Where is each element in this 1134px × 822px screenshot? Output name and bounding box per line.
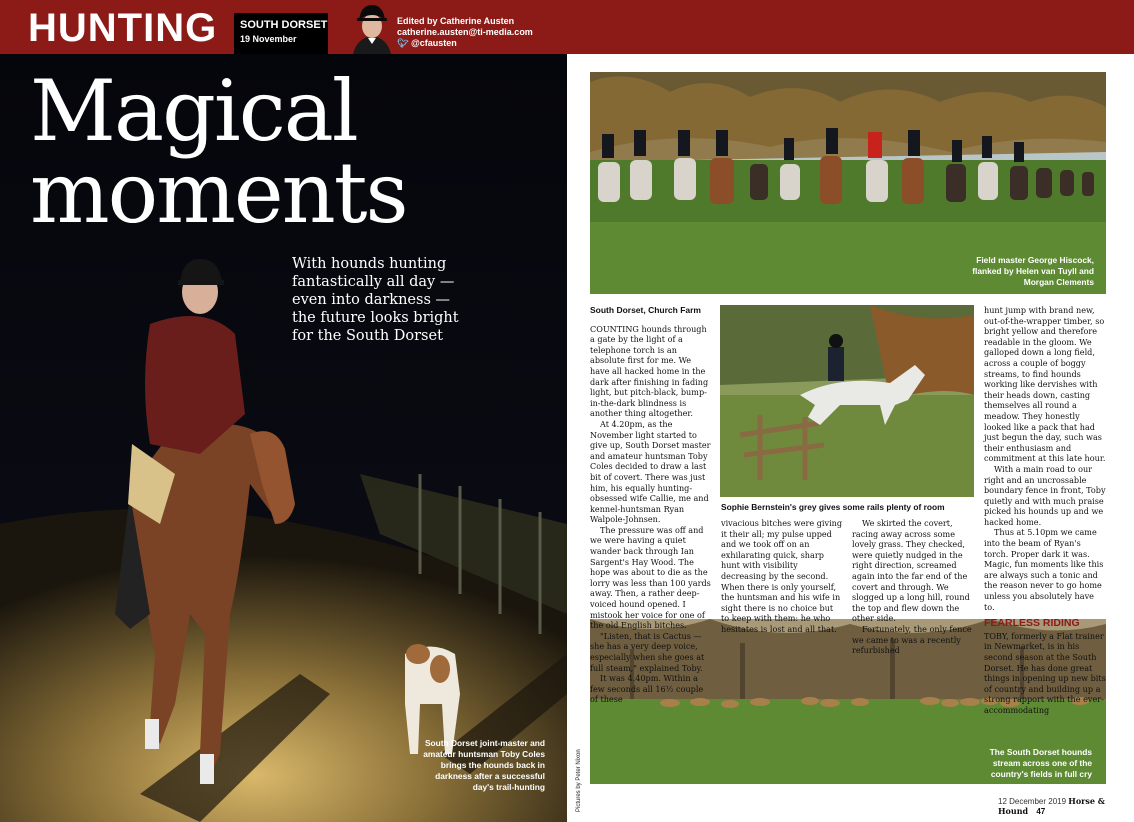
body-paragraph: COUNTING hounds through a gate by the light of a telephone torch is an absolute first for me. We have all hacked home in the dark after finishing in fading light, but pitch-black, bump-in-the-dark blindness is another thing altogether.	[590, 323, 709, 419]
body-paragraph: With a main road to our right and an uncrossable boundary fence in front, Toby quietly and with much praise picked his hounds up and we hacked home.	[984, 463, 1106, 527]
body-column-3	[852, 518, 974, 656]
standfirst: With hounds hunting fantastically all day — even into darkness — the future looks bright for the South Dorset	[292, 256, 459, 344]
editor-email[interactable]: catherine.austen@ti-media.com	[397, 27, 533, 37]
editor-name: Edited by Catherine Austen	[397, 16, 515, 26]
caption-hounds-in-cry: The South Dorset hounds stream across one of the country's fields in full cry	[989, 747, 1092, 779]
section-title: HUNTING	[28, 6, 218, 50]
body-paragraph: The pressure was off and we were having a quiet wander back through Ian Sargent's Hay Wood. The hope was about to die as the lorry was less than 100 yards away. Then, a rather deep-voiced hound opened. I mistook her voice for one of the old English bitches.	[590, 524, 711, 631]
body-column-2	[721, 518, 843, 635]
editor-credit	[397, 16, 533, 49]
body-paragraph: "Listen, that is Cactus — she has a very deep voice, especially when she goes at full steam," explained Toby.	[590, 630, 705, 673]
editor-twitter[interactable]: @cfausten	[410, 38, 457, 48]
photo-credit: Pictures by Peter Nixon	[576, 749, 582, 812]
headline	[30, 62, 407, 242]
hunt-date: 19 November	[240, 34, 297, 44]
headline-line-1: Magical	[30, 62, 357, 160]
body-paragraph: We skirted the covert, racing away across some lovely grass. They checked, were quietly nudged in the right direction, screamed again into the far end of the covert and through. We slogged up a long hill, round the top and flew down the other side.	[852, 518, 970, 624]
body-column-1	[590, 305, 712, 705]
magazine-brand: Horse & Hound	[998, 796, 1105, 816]
twitter-icon: 🐦︎	[397, 38, 409, 48]
body-paragraph: It was 4.40pm. Within a few seconds all 16½ couple of these	[590, 673, 704, 705]
article-location: South Dorset, Church Farm	[590, 305, 701, 315]
page-footer	[998, 796, 1134, 816]
issue-date: 12 December 2019	[998, 797, 1067, 806]
photo-grey-jumping	[720, 305, 974, 497]
hunt-label-box	[234, 13, 328, 54]
hunt-name: SOUTH DORSET	[240, 19, 328, 31]
page-number: 47	[1036, 807, 1046, 816]
body-paragraph: vivacious bitches were giving it their all; my pulse upped and we took off on an exhilarating quick, sharp hunt with visibility decreasing by the second. When there is only yourself, the huntsman and his wife in sight there is no choice but to keep with them: he who hesitates is lost and all that.	[721, 518, 843, 634]
caption-field-lineup: Field master George Hiscock, flanked by Helen van Tuyll and Morgan Clements	[972, 255, 1094, 287]
body-paragraph: TOBY, formerly a Flat trainer in Newmarket, is in his second season at the South Dorset. He has done great things in opening up new bits of country and building up a strong rapport with the ever-accommodating	[984, 630, 1106, 715]
body-paragraph: hunt jump with brand new, out-of-the-wrapper timber, so bright yellow and therefore readable in the gloom. We galloped down a long field, across a couple of boggy streams, to find hounds working like dervishes with their heads down, casting themselves all round a meadow. They honestly looked like a pack that had just begun the day, such was their enthusiasm and commitment at this late hour.	[984, 305, 1106, 464]
editor-photo	[349, 2, 395, 54]
headline-line-2: moments	[30, 144, 407, 242]
crosshead: FEARLESS RIDING	[984, 617, 1080, 630]
body-paragraph: Thus at 5.10pm we came into the beam of Ryan's torch. Proper dark it was. Magic, fun moments like this are always such a tonic and the reason never to go home unless you absolutely have to.	[984, 527, 1104, 612]
body-paragraph: At 4.20pm, as the November light started to give up, South Dorset master and amateur huntsman Toby Coles decided to draw a last bit of covert. There was just him, his equally hunting-obsessed wife Callie, me and kennel-huntsman Ryan Walpole-Johnsen.	[590, 418, 711, 525]
body-column-4	[984, 305, 1106, 716]
caption-night-rider: South Dorset joint-master and amateur huntsman Toby Coles brings the hounds back in darkness after a successful day's trail-hunting	[423, 738, 545, 792]
caption-grey-jumping: Sophie Bernstein's grey gives some rails plenty of room	[721, 502, 945, 512]
body-paragraph: Fortunately, the only fence we came to was a recently refurbished	[852, 623, 972, 656]
